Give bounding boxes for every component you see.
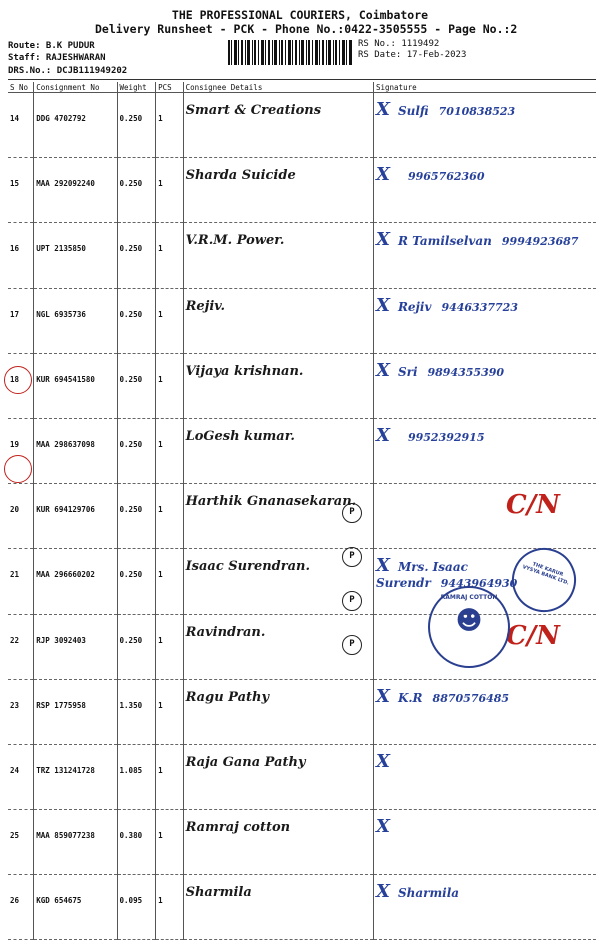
row-pcs: 1 [156, 614, 183, 679]
row-signature [373, 679, 596, 744]
row-consignment-no: RSP 1775958 [34, 679, 117, 744]
row-signature [373, 810, 596, 875]
row-consignment-no: KUR 694541580 [34, 353, 117, 418]
row-signature [373, 484, 596, 549]
x-mark: X [375, 750, 390, 772]
row-sno: 19 [8, 418, 34, 483]
consignee-handwriting: Isaac Surendran. [185, 559, 311, 575]
signature-phone: 9446337723 [441, 300, 518, 314]
signature-handwriting: R Tamilselvan [397, 234, 492, 249]
row-consignment-no: DDG 4702792 [34, 93, 117, 158]
row-weight: 0.250 [117, 353, 156, 418]
signature-handwriting: Sulfi [397, 104, 429, 118]
signature-phone: 9965762360 [407, 170, 485, 184]
red-circle-mark [4, 366, 32, 394]
row-pcs: 1 [156, 484, 183, 549]
row-weight: 1.085 [117, 744, 156, 809]
row-sno: 15 [8, 158, 34, 223]
row-consignment-no: UPT 2135850 [34, 223, 117, 288]
row-weight: 0.250 [117, 223, 156, 288]
barcode [228, 40, 352, 65]
col-signature: Signature [373, 82, 596, 93]
x-mark: X [375, 424, 390, 446]
row-sno: 17 [8, 288, 34, 353]
row-sno: 23 [8, 679, 34, 744]
consignee-handwriting: Raja Gana Pathy [185, 754, 306, 770]
col-pcs: PCS [156, 82, 183, 93]
consignee-handwriting: LoGesh kumar. [185, 428, 295, 444]
row-pcs: 1 [156, 418, 183, 483]
row-signature [373, 875, 596, 940]
row-signature [373, 353, 596, 418]
row-pcs: 1 [156, 353, 183, 418]
signature-phone: 9994923687 [501, 235, 579, 249]
row-sno: 22 [8, 614, 34, 679]
signature-handwriting: K.R [397, 690, 423, 705]
document-title: THE PROFESSIONAL COURIERS, Coimbatore [171, 8, 429, 22]
signature-phone: 9443964930 [440, 577, 518, 591]
x-mark: X [375, 294, 390, 316]
row-pcs: 1 [156, 288, 183, 353]
x-mark: X [375, 816, 390, 838]
signature-handwriting: Sharmila [397, 886, 460, 901]
row-consignment-no: TRZ 131241728 [34, 744, 117, 809]
drs-number: DRS.No.: DCJB111949202 [8, 66, 128, 76]
x-mark: X [375, 99, 390, 120]
consignee-handwriting: Smart & Creations [185, 103, 322, 118]
row-pcs: 1 [156, 223, 183, 288]
consignee-handwriting: Sharda Suicide [185, 168, 296, 184]
row-signature [373, 288, 596, 353]
runsheet-table [8, 82, 596, 940]
row-consignment-no: KUR 694129706 [34, 484, 117, 549]
row-weight: 0.250 [117, 549, 156, 614]
p-circle-mark: P [342, 635, 362, 655]
row-consignment-no: MAA 292092240 [34, 158, 117, 223]
row-consignee [183, 158, 373, 223]
row-signature [373, 223, 596, 288]
table-row [8, 484, 596, 549]
staff-label: Staff: RAJESHWARAN [8, 53, 106, 63]
signature-phone: 7010838523 [438, 105, 516, 118]
p-circle-mark: P [342, 547, 362, 567]
row-consignment-no: KGD 654675 [34, 875, 117, 940]
row-pcs: 1 [156, 810, 183, 875]
row-weight: 0.250 [117, 288, 156, 353]
x-mark: X [375, 164, 390, 186]
signature-phone: 8870576485 [432, 691, 510, 705]
header-rule [8, 79, 596, 80]
row-consignee [183, 418, 373, 483]
x-mark: X [375, 881, 390, 903]
row-consignee [183, 810, 373, 875]
row-weight: 0.250 [117, 418, 156, 483]
row-consignee [183, 875, 373, 940]
table-row [8, 810, 596, 875]
table-row [8, 418, 596, 483]
consignee-handwriting: Harthik Gnanasekaran. [185, 494, 357, 510]
red-circle-mark [4, 455, 32, 483]
signature-handwriting: Rejiv [397, 299, 432, 314]
rs-number: RS No.: 1119492 [358, 39, 440, 49]
x-mark: X [375, 359, 390, 381]
row-consignee [183, 288, 373, 353]
consignee-handwriting: Rejiv. [185, 298, 226, 314]
row-pcs: 1 [156, 875, 183, 940]
row-consignee [183, 93, 373, 158]
table-row [8, 679, 596, 744]
row-sno: 26 [8, 875, 34, 940]
row-consignee [183, 223, 373, 288]
row-weight: 0.250 [117, 158, 156, 223]
row-consignee [183, 353, 373, 418]
row-weight: 0.380 [117, 810, 156, 875]
bank-stamp: THE KARUR VYSYA BANK LTD. [503, 539, 585, 621]
table-row [8, 93, 596, 158]
ramraj-stamp: RAMRAJ COTTON ☻ [428, 586, 510, 668]
row-signature [373, 418, 596, 483]
p-circle-mark: P [342, 591, 362, 611]
x-mark: X [375, 685, 390, 707]
row-sno: 25 [8, 810, 34, 875]
consignee-handwriting: Ragu Pathy [185, 689, 270, 705]
table-row [8, 223, 596, 288]
cn-mark: C/N [505, 490, 560, 521]
row-pcs: 1 [156, 93, 183, 158]
row-consignment-no: MAA 298637098 [34, 418, 117, 483]
row-consignment-no: MAA 296660202 [34, 549, 117, 614]
table-row [8, 353, 596, 418]
cn-mark: C/N [505, 620, 560, 651]
signature-phone: 9952392915 [407, 430, 485, 444]
col-weight: Weight [117, 82, 156, 93]
row-signature [373, 158, 596, 223]
row-signature [373, 93, 596, 158]
table-row [8, 875, 596, 940]
x-mark: X [375, 229, 390, 251]
row-sno: 20 [8, 484, 34, 549]
table-row [8, 288, 596, 353]
table-row [8, 158, 596, 223]
consignee-handwriting: V.R.M. Power. [185, 233, 285, 249]
row-sno: 14 [8, 93, 34, 158]
row-weight: 0.250 [117, 484, 156, 549]
row-pcs: 1 [156, 744, 183, 809]
consignee-handwriting: Vijaya krishnan. [185, 363, 304, 379]
col-sno: S No [8, 82, 34, 93]
row-consignment-no: RJP 3092403 [34, 614, 117, 679]
row-weight: 0.250 [117, 614, 156, 679]
row-pcs: 1 [156, 549, 183, 614]
route-label: Route: B.K PUDUR [8, 41, 95, 51]
row-consignment-no: MAA 859077238 [34, 810, 117, 875]
row-weight: 0.095 [117, 875, 156, 940]
row-weight: 1.350 [117, 679, 156, 744]
row-sno: 21 [8, 549, 34, 614]
signature-handwriting: Sri [397, 364, 418, 379]
row-pcs: 1 [156, 158, 183, 223]
row-sno: 24 [8, 744, 34, 809]
row-consignment-no: NGL 6935736 [34, 288, 117, 353]
rs-date: RS Date: 17-Feb-2023 [358, 50, 467, 60]
table-header-row [8, 82, 596, 93]
p-circle-mark: P [342, 503, 362, 523]
consignee-handwriting: Sharmila [185, 885, 252, 901]
consignee-handwriting: Ramraj cotton [185, 820, 291, 836]
col-consignee: Consignee Details [183, 82, 373, 93]
row-pcs: 1 [156, 679, 183, 744]
row-consignee [183, 679, 373, 744]
row-sno: 16 [8, 223, 34, 288]
x-mark: X [375, 555, 390, 577]
signature-handwriting: Mrs. Isaac Surendr [375, 560, 468, 591]
row-weight: 0.250 [117, 93, 156, 158]
col-consignment: Consignment No [34, 82, 117, 93]
document-subtitle: Delivery Runsheet - PCK - Phone No.:0422-3505555 - Page No.:2 [95, 22, 518, 36]
signature-phone: 9894355390 [427, 365, 505, 379]
consignee-handwriting: Ravindran. [185, 624, 266, 640]
row-sno: 18 [8, 353, 34, 418]
